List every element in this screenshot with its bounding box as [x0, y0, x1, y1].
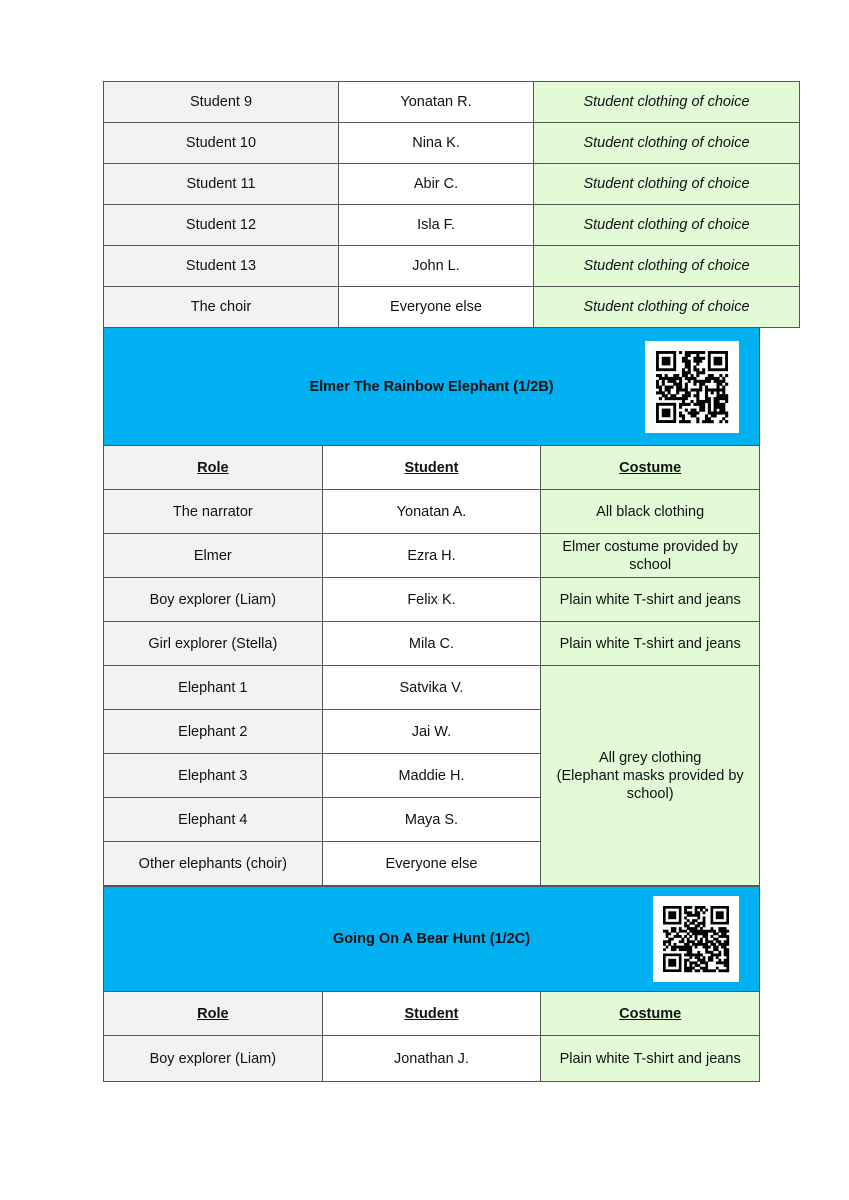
shared-costume-cell — [541, 666, 760, 886]
costume-cell: Elmer costume provided by school — [541, 534, 760, 578]
header-row — [104, 446, 760, 490]
student-cell: Satvika V. — [322, 666, 541, 710]
student-cell: Everyone else — [322, 842, 541, 886]
costume-cell: All black clothing — [541, 490, 760, 534]
student-cell: John L. — [339, 246, 534, 287]
role-cell: Elephant 3 — [104, 754, 323, 798]
costume-header: Costume — [541, 992, 760, 1036]
table-row — [104, 622, 760, 666]
role-cell: Student 13 — [104, 246, 339, 287]
header-row — [104, 992, 760, 1036]
table-row — [104, 287, 800, 328]
costume-cell: Student clothing of choice — [534, 82, 800, 123]
table-row — [104, 534, 760, 578]
student-cell: Maddie H. — [322, 754, 541, 798]
costume-cell: Student clothing of choice — [534, 164, 800, 205]
costume-cell: Plain white T-shirt and jeans — [541, 1036, 760, 1082]
section-banner-row — [104, 887, 760, 992]
role-cell: Other elephants (choir) — [104, 842, 323, 886]
student-cell: Jonathan J. — [322, 1036, 541, 1082]
elmer-section-title: Elmer The Rainbow Elephant (1/2B) — [309, 378, 554, 395]
table-row — [104, 490, 760, 534]
costume-cell: Student clothing of choice — [534, 246, 800, 287]
table-row — [104, 246, 800, 287]
role-cell: Elmer — [104, 534, 323, 578]
table-row — [104, 666, 760, 710]
role-cell: Student 10 — [104, 123, 339, 164]
qr-code-icon — [645, 341, 739, 433]
bear-hunt-cast-table — [103, 886, 760, 1082]
role-cell: Elephant 2 — [104, 710, 323, 754]
costume-cell: Plain white T-shirt and jeans — [541, 622, 760, 666]
role-header: Role — [104, 446, 323, 490]
student-cell: Isla F. — [339, 205, 534, 246]
shared-costume-line2: (Elephant masks provided by school) — [556, 767, 744, 802]
student-cell: Yonatan R. — [339, 82, 534, 123]
table-row — [104, 578, 760, 622]
student-header: Student — [322, 992, 541, 1036]
student-cell: Mila C. — [322, 622, 541, 666]
student-cell: Everyone else — [339, 287, 534, 328]
role-cell: Student 12 — [104, 205, 339, 246]
cast-table-continued — [103, 81, 800, 328]
table-row — [104, 164, 800, 205]
elmer-cast-table — [103, 327, 760, 886]
role-cell: The choir — [104, 287, 339, 328]
qr-code-icon — [653, 896, 739, 982]
costume-cell: Plain white T-shirt and jeans — [541, 578, 760, 622]
student-cell: Abir C. — [339, 164, 534, 205]
student-cell: Jai W. — [322, 710, 541, 754]
costume-header: Costume — [541, 446, 760, 490]
table-row — [104, 123, 800, 164]
role-cell: Girl explorer (Stella) — [104, 622, 323, 666]
student-header: Student — [322, 446, 541, 490]
costume-cell: Student clothing of choice — [534, 123, 800, 164]
student-cell: Ezra H. — [322, 534, 541, 578]
shared-costume-line1: All grey clothing — [598, 749, 702, 766]
table-row — [104, 82, 800, 123]
student-cell: Maya S. — [322, 798, 541, 842]
role-cell: Boy explorer (Liam) — [104, 578, 323, 622]
student-cell: Nina K. — [339, 123, 534, 164]
role-cell: The narrator — [104, 490, 323, 534]
role-cell: Student 11 — [104, 164, 339, 205]
costume-cell: Student clothing of choice — [534, 287, 800, 328]
table-row — [104, 205, 800, 246]
elmer-banner — [104, 328, 760, 446]
bear-hunt-banner — [104, 887, 760, 992]
section-banner-row — [104, 328, 760, 446]
bear-hunt-section-title: Going On A Bear Hunt (1/2C) — [332, 931, 531, 947]
student-cell: Felix K. — [322, 578, 541, 622]
role-cell: Boy explorer (Liam) — [104, 1036, 323, 1082]
role-cell: Elephant 1 — [104, 666, 323, 710]
role-cell: Elephant 4 — [104, 798, 323, 842]
costume-cell: Student clothing of choice — [534, 205, 800, 246]
role-header: Role — [104, 992, 323, 1036]
student-cell: Yonatan A. — [322, 490, 541, 534]
role-cell: Student 9 — [104, 82, 339, 123]
table-row — [104, 1036, 760, 1082]
